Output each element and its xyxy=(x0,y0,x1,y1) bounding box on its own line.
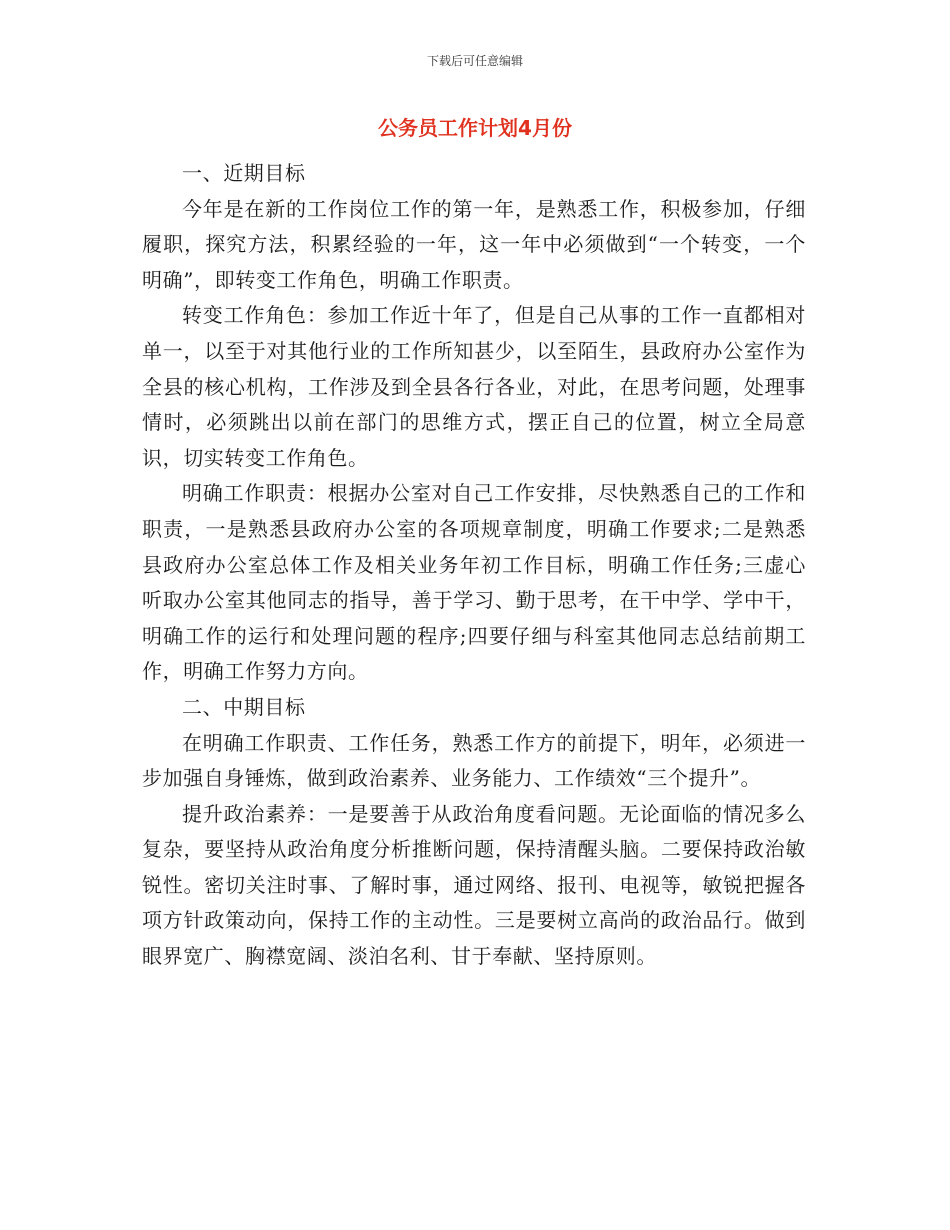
header-note: 下载后可任意编辑 xyxy=(426,54,523,68)
section-heading-short-term: 一、近期目标 xyxy=(182,161,306,185)
paragraph: 明确工作职责：根据办公室对自己工作安排，尽快熟悉自己的工作和职责，一是熟悉县政府办公室的各项规章制度，明确工作要求;二是熟悉县政府办公室总体工作及相关业务年初工作目标，明确工作任务;三虚心听取办公室其他同志的指导，善于学习、勤于思考，在干中学、学中干，明确工作的运行和处理问题的程序;四要仔细与科室其他同志总结前期工作，明确工作努力方向。 xyxy=(142,481,806,684)
paragraph: 在明确工作职责、工作任务，熟悉工作方的前提下，明年，必须进一步加强自身锤炼，做到政治素养、业务能力、工作绩效“三个提升”。 xyxy=(142,730,806,791)
paragraph: 今年是在新的工作岗位工作的第一年，是熟悉工作，积极参加，仔细履职，探究方法，积累经验的一年，这一年中必须做到“一个转变，一个明确”，即转变工作角色，明确工作职责。 xyxy=(142,196,806,292)
paragraph: 转变工作角色：参加工作近十年了，但是自己从事的工作一直都相对单一，以至于对其他行业的工作所知甚少，以至陌生，县政府办公室作为全县的核心机构，工作涉及到全县各行各业，对此，在思考问题，处理事情时，必须跳出以前在部门的思维方式，摆正自己的位置，树立全局意识，切实转变工作角色。 xyxy=(142,303,806,470)
document-title: 公务员工作计划4月份 xyxy=(378,116,572,140)
paragraph: 提升政治素养：一是要善于从政治角度看问题。无论面临的情况多么复杂，要坚持从政治角度分析推断问题，保持清醒头脑。二要保持政治敏锐性。密切关注时事、了解时事，通过网络、报刊、电视等，敏锐把握各项方针政策动向，保持工作的主动性。三是要树立高尚的政治品行。做到眼界宽广、胸襟宽阔、淡泊名利、甘于奉献、坚持原则。 xyxy=(142,801,806,969)
document-body xyxy=(142,156,806,975)
section-heading-mid-term: 二、中期目标 xyxy=(182,694,306,719)
